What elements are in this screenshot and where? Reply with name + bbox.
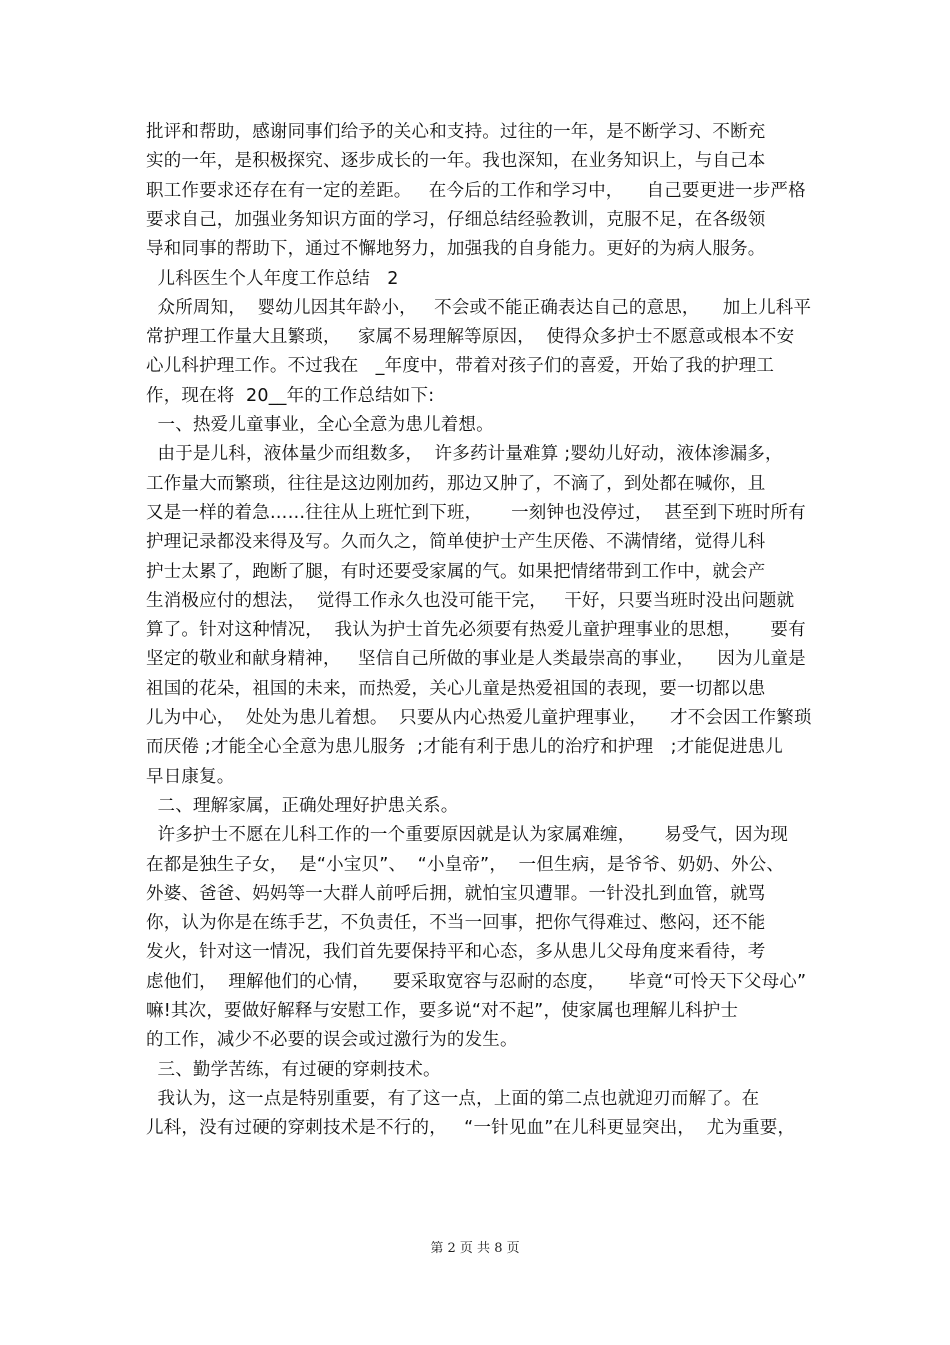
text-line: 批评和帮助，感谢同事们给予的关心和支持。过往的一年，是不断学习、不断充 xyxy=(146,122,766,142)
text-line: 二、理解家属，正确处理好护患关系。 xyxy=(146,796,459,816)
text-line: 护理记录都没来得及写。久而久之，简单使护士产生厌倦、不满情绪，觉得儿科 xyxy=(146,532,766,552)
text-line: 发火，针对这一情况，我们首先要保持平和心态，多从患儿父母角度来看待，考 xyxy=(146,942,766,962)
text-line: 坚定的敬业和献身精神， 坚信自己所做的事业是人类最崇高的事业， 因为儿童是 xyxy=(146,649,806,669)
text-line: 嘛!其次，要做好解释与安慰工作，要多说“对不起”，使家属也理解儿科护士 xyxy=(146,1001,739,1021)
text-line: 而厌倦 ;才能全心全意为患儿服务 ;才能有利于患儿的治疗和护理 ;才能促进患儿 xyxy=(146,737,783,757)
text-line: 众所周知， 婴幼儿因其年龄小， 不会或不能正确表达自己的意思， 加上儿科平 xyxy=(146,298,812,318)
text-line: 早日康复。 xyxy=(146,767,235,787)
text-line: 儿科医生个人年度工作总结 2 xyxy=(146,269,399,289)
page-footer: 第 2 页 共 8 页 xyxy=(430,1241,520,1256)
text-line: 职工作要求还存在有一定的差距。 在今后的工作和学习中， 自己要更进一步严格 xyxy=(146,181,806,201)
text-line: 生消极应付的想法， 觉得工作永久也没可能干完， 干好，只要当班时没出问题就 xyxy=(146,591,795,611)
text-line: 儿科，没有过硬的穿刺技术是不行的， “一针见血”在儿科更显突出， 尤为重要， xyxy=(146,1118,796,1138)
text-line: 算了。针对这种情况， 我认为护士首先必须要有热爱儿童护理事业的思想， 要有 xyxy=(146,620,806,640)
text-line: 心儿科护理工作。不过我在 _年度中，带着对孩子们的喜爱，开始了我的护理工 xyxy=(146,356,775,376)
text-line: 儿为中心， 处处为患儿着想。 只要从内心热爱儿童护理事业， 才不会因工作繁琐 xyxy=(146,708,812,728)
text-line: 许多护士不愿在儿科工作的一个重要原因就是认为家属难缠， 易受气，因为现 xyxy=(146,825,789,845)
text-line: 一、热爱儿童事业，全心全意为患儿着想。 xyxy=(146,415,494,435)
text-line: 我认为，这一点是特别重要，有了这一点，上面的第二点也就迎刃而解了。在 xyxy=(146,1089,760,1109)
text-line: 要求自己，加强业务知识方面的学习，仔细总结经验教训，克服不足，在各级领 xyxy=(146,210,766,230)
text-line: 导和同事的帮助下，通过不懈地努力，加强我的自身能力。更好的为病人服务。 xyxy=(146,239,766,259)
text-line: 在都是独生子女， 是“小宝贝”、 “小皇帝”， 一但生病，是爷爷、奶奶、外公、 xyxy=(146,855,785,875)
text-line: 祖国的花朵，祖国的未来，而热爱，关心儿童是热爱祖国的表现，要一切都以患 xyxy=(146,679,766,699)
text-line: 由于是儿科，液体量少而组数多， 许多药计量难算 ;婴幼儿好动，液体渗漏多， xyxy=(146,444,783,464)
text-line: 又是一样的着急……往往从上班忙到下班， 一刻钟也没停过， 甚至到下班时所有 xyxy=(146,503,806,523)
text-line: 工作量大而繁琐，往往是这边刚加药，那边又肿了，不滴了，到处都在喊你，且 xyxy=(146,474,766,494)
text-line: 实的一年，是积极探究、逐步成长的一年。我也深知，在业务知识上，与自己本 xyxy=(146,151,766,171)
text-line: 作，现在将 20__年的工作总结如下: xyxy=(146,386,435,406)
text-line: 虑他们， 理解他们的心情， 要采取宽容与忍耐的态度， 毕竟“可怜天下父母心” xyxy=(146,972,807,992)
text-line: 三、勤学苦练，有过硬的穿刺技术。 xyxy=(146,1060,441,1080)
text-line: 护士太累了，跑断了腿，有时还要受家属的气。如果把情绪带到工作中，就会产 xyxy=(146,562,766,582)
text-line: 外婆、爸爸、妈妈等一大群人前呼后拥，就怕宝贝遭罪。一针没扎到血管，就骂 xyxy=(146,884,766,904)
text-line: 常护理工作量大且繁琐， 家属不易理解等原因， 使得众多护士不愿意或根本不安 xyxy=(146,327,795,347)
text-line: 你，认为你是在练手艺，不负责任，不当一回事，把你气得难过、憋闷，还不能 xyxy=(146,913,766,933)
text-line: 的工作，减少不必要的误会或过激行为的发生。 xyxy=(146,1030,518,1050)
